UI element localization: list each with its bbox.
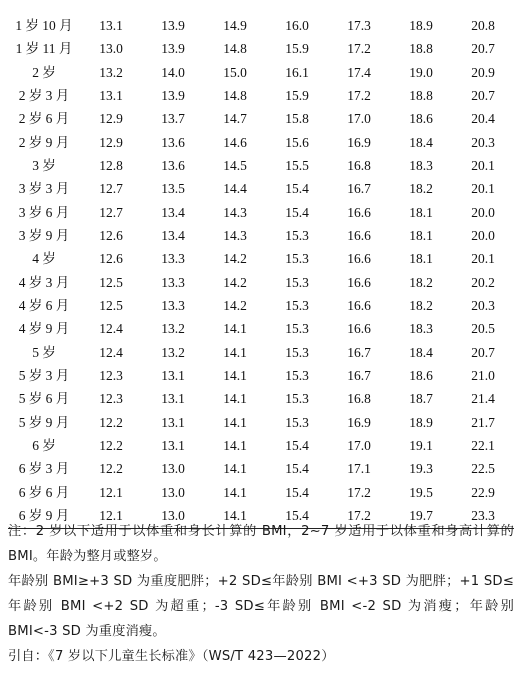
bmi-value-cell: 13.1: [99, 87, 123, 103]
bmi-value-cell: 18.2: [409, 274, 433, 290]
bmi-value-cell: 12.1: [99, 484, 123, 500]
bmi-value-cell: 18.6: [409, 368, 433, 384]
bmi-value-cell: 16.6: [347, 228, 371, 244]
bmi-value-cell: 15.8: [285, 111, 309, 127]
bmi-value-cell: 18.3: [409, 321, 433, 337]
bmi-value-cell: 16.9: [347, 414, 371, 430]
table-row: [8, 201, 514, 224]
bmi-value-cell: 18.1: [409, 251, 433, 267]
age-cell: 2 岁: [32, 64, 56, 80]
bmi-value-cell: 22.1: [471, 438, 495, 454]
bmi-value-cell: 18.4: [409, 134, 433, 150]
bmi-table: [8, 14, 514, 529]
age-cell: 6 岁 3 月: [18, 461, 70, 477]
bmi-value-cell: 12.5: [99, 274, 123, 290]
bmi-value-cell: 13.6: [161, 157, 185, 173]
bmi-value-cell: 13.0: [142, 504, 204, 528]
bmi-value-cell: 18.9: [409, 414, 433, 430]
age-cell: 3 岁 6 月: [18, 204, 70, 220]
notes-section: [8, 519, 514, 669]
table-row: [8, 271, 514, 294]
bmi-value-cell: 18.6: [409, 111, 433, 127]
bmi-table-body: [8, 14, 514, 528]
bmi-value-cell: 15.4: [285, 181, 309, 197]
bmi-value-cell: 16.6: [347, 298, 371, 314]
bmi-value-cell: 20.4: [471, 111, 495, 127]
bmi-value-cell: 20.0: [471, 204, 495, 220]
bmi-value-cell: 21.7: [471, 414, 495, 430]
age-cell: 4 岁 6 月: [18, 298, 70, 314]
table-row: [8, 458, 514, 481]
bmi-value-cell: 12.2: [99, 414, 123, 430]
bmi-value-cell: 13.4: [161, 228, 185, 244]
bmi-value-cell: 13.0: [161, 461, 185, 477]
bmi-value-cell: 16.7: [347, 344, 371, 360]
bmi-value-cell: 20.1: [471, 157, 495, 173]
table-row: [8, 317, 514, 340]
bmi-value-cell: 20.3: [471, 298, 495, 314]
bmi-value-cell: 12.5: [99, 298, 123, 314]
table-row: [8, 411, 514, 434]
bmi-value-cell: 15.4: [285, 204, 309, 220]
bmi-value-cell: 16.8: [347, 157, 371, 173]
bmi-value-cell: 13.5: [161, 181, 185, 197]
bmi-value-cell: 12.8: [99, 157, 123, 173]
bmi-value-cell: 14.3: [223, 204, 247, 220]
bmi-value-cell: 15.6: [285, 134, 309, 150]
bmi-value-cell: 15.9: [285, 87, 309, 103]
bmi-value-cell: 20.1: [471, 251, 495, 267]
table-row: [8, 341, 514, 364]
bmi-value-cell: 20.1: [471, 181, 495, 197]
bmi-value-cell: 16.7: [347, 368, 371, 384]
bmi-value-cell: 14.4: [223, 181, 247, 197]
bmi-value-cell: 17.2: [347, 41, 371, 57]
table-row: [8, 224, 514, 247]
bmi-value-cell: 15.4: [285, 461, 309, 477]
bmi-value-cell: 22.9: [471, 484, 495, 500]
bmi-value-cell: 19.1: [409, 438, 433, 454]
bmi-value-cell: 15.3: [285, 414, 309, 430]
bmi-value-cell: 17.3: [347, 17, 371, 33]
bmi-value-cell: 20.8: [471, 17, 495, 33]
bmi-value-cell: 15.3: [285, 274, 309, 290]
table-row: [8, 388, 514, 411]
bmi-value-cell: 13.3: [161, 274, 185, 290]
table-row: [8, 37, 514, 60]
bmi-value-cell: 16.6: [347, 274, 371, 290]
bmi-value-cell: 19.5: [409, 484, 433, 500]
bmi-value-cell: 13.9: [161, 17, 185, 33]
bmi-value-cell: 15.3: [285, 368, 309, 384]
bmi-value-cell: 13.1: [161, 414, 185, 430]
bmi-value-cell: 15.3: [285, 251, 309, 267]
bmi-value-cell: 13.1: [99, 17, 123, 33]
bmi-value-cell: 14.1: [223, 461, 247, 477]
bmi-value-cell: 13.9: [161, 41, 185, 57]
bmi-value-cell: 14.8: [223, 87, 247, 103]
bmi-value-cell: 18.2: [409, 298, 433, 314]
bmi-value-cell: 14.5: [223, 157, 247, 173]
bmi-value-cell: 12.6: [99, 228, 123, 244]
bmi-value-cell: 13.0: [161, 484, 185, 500]
bmi-value-cell: 20.7: [471, 41, 495, 57]
bmi-value-cell: 18.3: [409, 157, 433, 173]
bmi-value-cell: 16.9: [347, 134, 371, 150]
bmi-value-cell: 19.7: [390, 504, 452, 528]
bmi-value-cell: 18.8: [409, 87, 433, 103]
bmi-value-cell: 14.1: [223, 391, 247, 407]
bmi-value-cell: 13.1: [161, 368, 185, 384]
table-row: [8, 61, 514, 84]
bmi-value-cell: 14.9: [223, 17, 247, 33]
bmi-value-cell: 12.7: [99, 181, 123, 197]
table-row: [8, 481, 514, 504]
bmi-value-cell: 14.1: [223, 438, 247, 454]
bmi-value-cell: 12.7: [99, 204, 123, 220]
age-cell: 2 岁 3 月: [18, 87, 70, 103]
bmi-value-cell: 14.1: [204, 504, 266, 528]
bmi-value-cell: 15.4: [285, 484, 309, 500]
table-row: [8, 131, 514, 154]
bmi-value-cell: 18.9: [409, 17, 433, 33]
bmi-value-cell: 13.7: [161, 111, 185, 127]
age-cell: 2 岁 9 月: [18, 134, 70, 150]
bmi-value-cell: 14.3: [223, 228, 247, 244]
bmi-value-cell: 12.1: [80, 504, 142, 528]
age-cell: 4 岁 9 月: [18, 321, 70, 337]
age-cell: 3 岁: [32, 157, 56, 173]
source-citation: 引自：《7 岁以下儿童生长标准》（WS/T 423—2022）: [8, 649, 335, 664]
bmi-value-cell: 12.2: [99, 461, 123, 477]
bmi-value-cell: 14.1: [223, 344, 247, 360]
bmi-value-cell: 18.4: [409, 344, 433, 360]
bmi-value-cell: 13.2: [161, 321, 185, 337]
bmi-value-cell: 18.8: [409, 41, 433, 57]
bmi-value-cell: 15.0: [223, 64, 247, 80]
bmi-value-cell: 15.4: [285, 438, 309, 454]
age-cell: 4 岁: [32, 251, 56, 267]
bmi-value-cell: 16.7: [347, 181, 371, 197]
note-classification: 年龄别 BMI≥+3 SD 为重度肥胖；+2 SD≤年龄别 BMI <+3 SD 为肥胖；+1 SD≤年龄别 BMI <+2 SD 为超重；-3 SD≤年龄别 BMI <-2 SD 为消瘦；年龄别 BMI<-3 SD 为重度消瘦。: [8, 574, 514, 639]
bmi-value-cell: 14.2: [223, 298, 247, 314]
bmi-value-cell: 18.7: [409, 391, 433, 407]
bmi-value-cell: 12.4: [99, 344, 123, 360]
bmi-value-cell: 22.5: [471, 461, 495, 477]
bmi-value-cell: 13.3: [161, 251, 185, 267]
age-cell: 1 岁 10 月: [15, 17, 73, 33]
bmi-value-cell: 13.0: [99, 41, 123, 57]
bmi-value-cell: 20.2: [471, 274, 495, 290]
bmi-value-cell: 16.0: [285, 17, 309, 33]
bmi-value-cell: 14.7: [223, 111, 247, 127]
table-row: [8, 364, 514, 387]
bmi-value-cell: 12.3: [99, 391, 123, 407]
bmi-value-cell: 17.2: [328, 504, 390, 528]
bmi-value-cell: 15.3: [285, 298, 309, 314]
table-row: [8, 247, 514, 270]
age-cell: 6 岁 6 月: [18, 484, 70, 500]
bmi-value-cell: 15.3: [285, 344, 309, 360]
bmi-value-cell: 14.0: [161, 64, 185, 80]
bmi-value-cell: 12.9: [99, 111, 123, 127]
bmi-value-cell: 13.2: [161, 344, 185, 360]
bmi-value-cell: 16.6: [347, 251, 371, 267]
bmi-value-cell: 12.6: [99, 251, 123, 267]
bmi-value-cell: 20.3: [471, 134, 495, 150]
bmi-value-cell: 12.2: [99, 438, 123, 454]
bmi-value-cell: 17.2: [347, 484, 371, 500]
bmi-value-cell: 14.1: [223, 321, 247, 337]
bmi-value-cell: 18.1: [409, 228, 433, 244]
bmi-value-cell: 20.5: [471, 321, 495, 337]
bmi-value-cell: 14.6: [223, 134, 247, 150]
bmi-value-cell: 15.4: [266, 504, 328, 528]
bmi-value-cell: 18.2: [409, 181, 433, 197]
bmi-value-cell: 17.1: [347, 461, 371, 477]
note-applicability: 注：2 岁以下适用于以体重和身长计算的 BMI，2~7 岁适用于以体重和身高计算的 BMI。年龄为整月或整岁。: [8, 524, 514, 564]
bmi-value-cell: 14.1: [223, 368, 247, 384]
bmi-value-cell: 20.7: [471, 344, 495, 360]
bmi-value-cell: 15.9: [285, 41, 309, 57]
bmi-value-cell: 15.5: [285, 157, 309, 173]
bmi-value-cell: 19.0: [409, 64, 433, 80]
bmi-value-cell: 20.9: [471, 64, 495, 80]
table-row: [8, 14, 514, 37]
age-cell: 4 岁 3 月: [18, 274, 70, 290]
bmi-value-cell: 13.1: [161, 438, 185, 454]
age-cell: 5 岁 9 月: [18, 414, 70, 430]
bmi-value-cell: 13.3: [161, 298, 185, 314]
bmi-value-cell: 16.8: [347, 391, 371, 407]
bmi-value-cell: 21.4: [471, 391, 495, 407]
table-row: [8, 434, 514, 457]
bmi-value-cell: 21.0: [471, 368, 495, 384]
table-row: [8, 177, 514, 200]
age-cell: 1 岁 11 月: [15, 41, 73, 57]
age-cell: 6 岁: [32, 438, 56, 454]
bmi-value-cell: 20.7: [471, 87, 495, 103]
age-cell: 6 岁 9 月: [8, 504, 80, 528]
bmi-value-cell: 17.0: [347, 438, 371, 454]
bmi-value-cell: 20.0: [471, 228, 495, 244]
bmi-value-cell: 14.1: [223, 484, 247, 500]
table-row: [8, 107, 514, 130]
bmi-value-cell: 12.3: [99, 368, 123, 384]
bmi-value-cell: 13.2: [99, 64, 123, 80]
bmi-value-cell: 14.2: [223, 274, 247, 290]
bmi-value-cell: 14.8: [223, 41, 247, 57]
bmi-value-cell: 13.6: [161, 134, 185, 150]
bmi-value-cell: 15.3: [285, 321, 309, 337]
age-cell: 3 岁 9 月: [18, 228, 70, 244]
bmi-value-cell: 16.6: [347, 321, 371, 337]
age-cell: 5 岁: [32, 344, 56, 360]
bmi-value-cell: 16.1: [285, 64, 309, 80]
bmi-value-cell: 12.4: [99, 321, 123, 337]
bmi-value-cell: 12.9: [99, 134, 123, 150]
bmi-value-cell: 13.4: [161, 204, 185, 220]
bmi-value-cell: 17.2: [347, 87, 371, 103]
table-row: [8, 294, 514, 317]
bmi-value-cell: 23.3: [452, 504, 514, 528]
bmi-value-cell: 13.1: [161, 391, 185, 407]
bmi-value-cell: 14.1: [223, 414, 247, 430]
bmi-value-cell: 15.3: [285, 228, 309, 244]
bmi-value-cell: 13.9: [161, 87, 185, 103]
table-row: [8, 84, 514, 107]
age-cell: 5 岁 3 月: [18, 368, 70, 384]
age-cell: 5 岁 6 月: [18, 391, 70, 407]
age-cell: 2 岁 6 月: [18, 111, 70, 127]
bmi-value-cell: 19.3: [409, 461, 433, 477]
table-row: [8, 154, 514, 177]
age-cell: 3 岁 3 月: [18, 181, 70, 197]
bmi-value-cell: 14.2: [223, 251, 247, 267]
bmi-value-cell: 17.4: [347, 64, 371, 80]
bmi-value-cell: 17.0: [347, 111, 371, 127]
bmi-value-cell: 15.3: [285, 391, 309, 407]
bmi-value-cell: 16.6: [347, 204, 371, 220]
bmi-value-cell: 18.1: [409, 204, 433, 220]
